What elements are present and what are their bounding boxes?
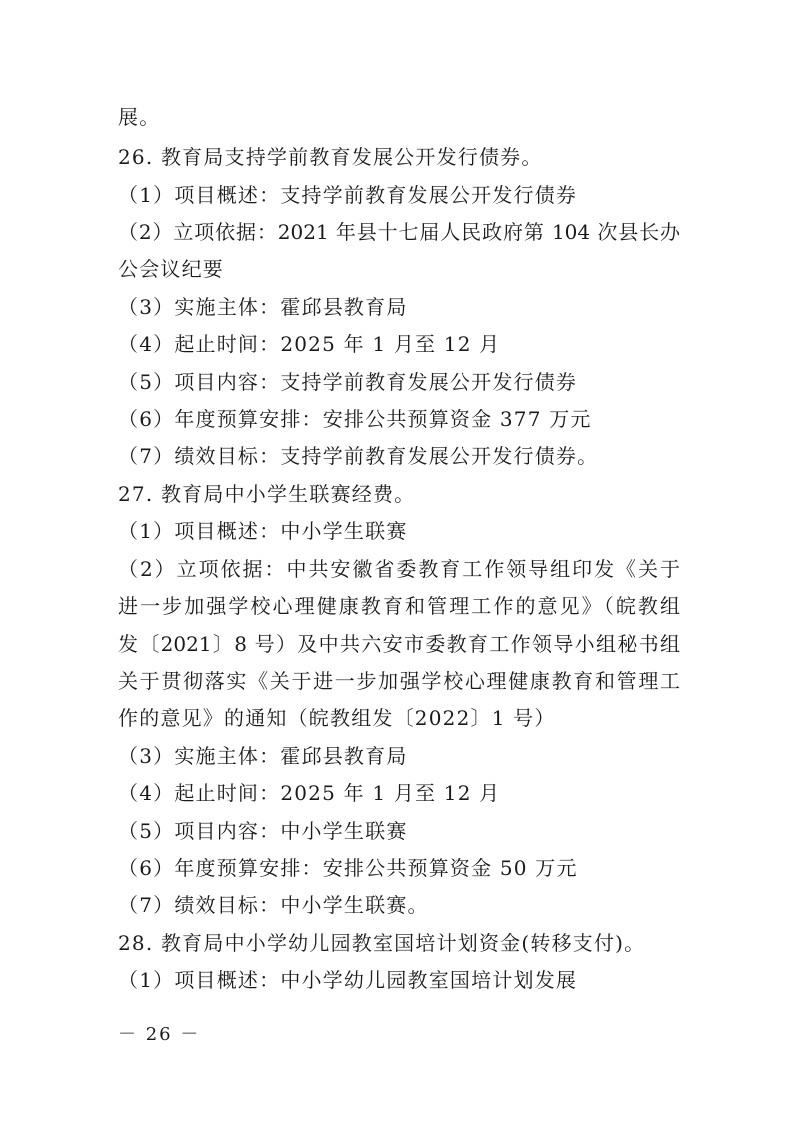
text-line: （7）绩效目标：中小学生联赛。: [118, 893, 429, 917]
text-line: （1）项目概述：支持学前教育发展公开发行债券: [118, 183, 578, 207]
text-line: （4）起止时间：2025 年 1 月至 12 月: [118, 781, 501, 805]
text-line: （1）项目概述：中小学生联赛: [118, 519, 408, 543]
text-line: （2）立项依据：2021 年县十七届人民政府第 104 次县长办: [118, 220, 680, 244]
text-line: 关于贯彻落实《关于进一步加强学校心理健康教育和管理工: [118, 669, 680, 693]
text-line: （7）绩效目标：支持学前教育发展公开发行债券。: [118, 444, 599, 468]
text-line: （6）年度预算安排：安排公共预算资金 50 万元: [118, 856, 578, 880]
text-line: 发〔2021〕8 号）及中共六安市委教育工作领导小组秘书组: [118, 632, 680, 656]
text-line: （6）年度预算安排：安排公共预算资金 377 万元: [118, 407, 592, 431]
text-line: 作的意见》的通知（皖教组发〔2022〕1 号）: [118, 706, 556, 730]
text-line: （4）起止时间：2025 年 1 月至 12 月: [118, 332, 501, 356]
section-heading-26: 26. 教育局支持学前教育发展公开发行债券。: [118, 145, 543, 169]
text-line: （2）立项依据：中共安徽省委教育工作领导组印发《关于: [118, 557, 680, 581]
page-number: － 26 －: [118, 1024, 201, 1045]
section-heading-28: 28. 教育局中小学幼儿园教室国培计划资金(转移支付)。: [118, 931, 646, 955]
text-line: （3）实施主体：霍邱县教育局: [118, 744, 408, 768]
text-line: （3）实施主体：霍邱县教育局: [118, 295, 408, 319]
text-line: （5）项目内容：中小学生联赛: [118, 819, 408, 843]
text-line: 进一步加强学校心理健康教育和管理工作的意见》（皖教组: [118, 594, 680, 618]
text-line: （1）项目概述：中小学幼儿园教室国培计划发展: [118, 968, 578, 992]
text-line: 公会议纪要: [118, 257, 224, 281]
section-heading-27: 27. 教育局中小学生联赛经费。: [118, 482, 416, 506]
text-line: （5）项目内容：支持学前教育发展公开发行债券: [118, 370, 578, 394]
text-line: 展。: [118, 105, 161, 129]
